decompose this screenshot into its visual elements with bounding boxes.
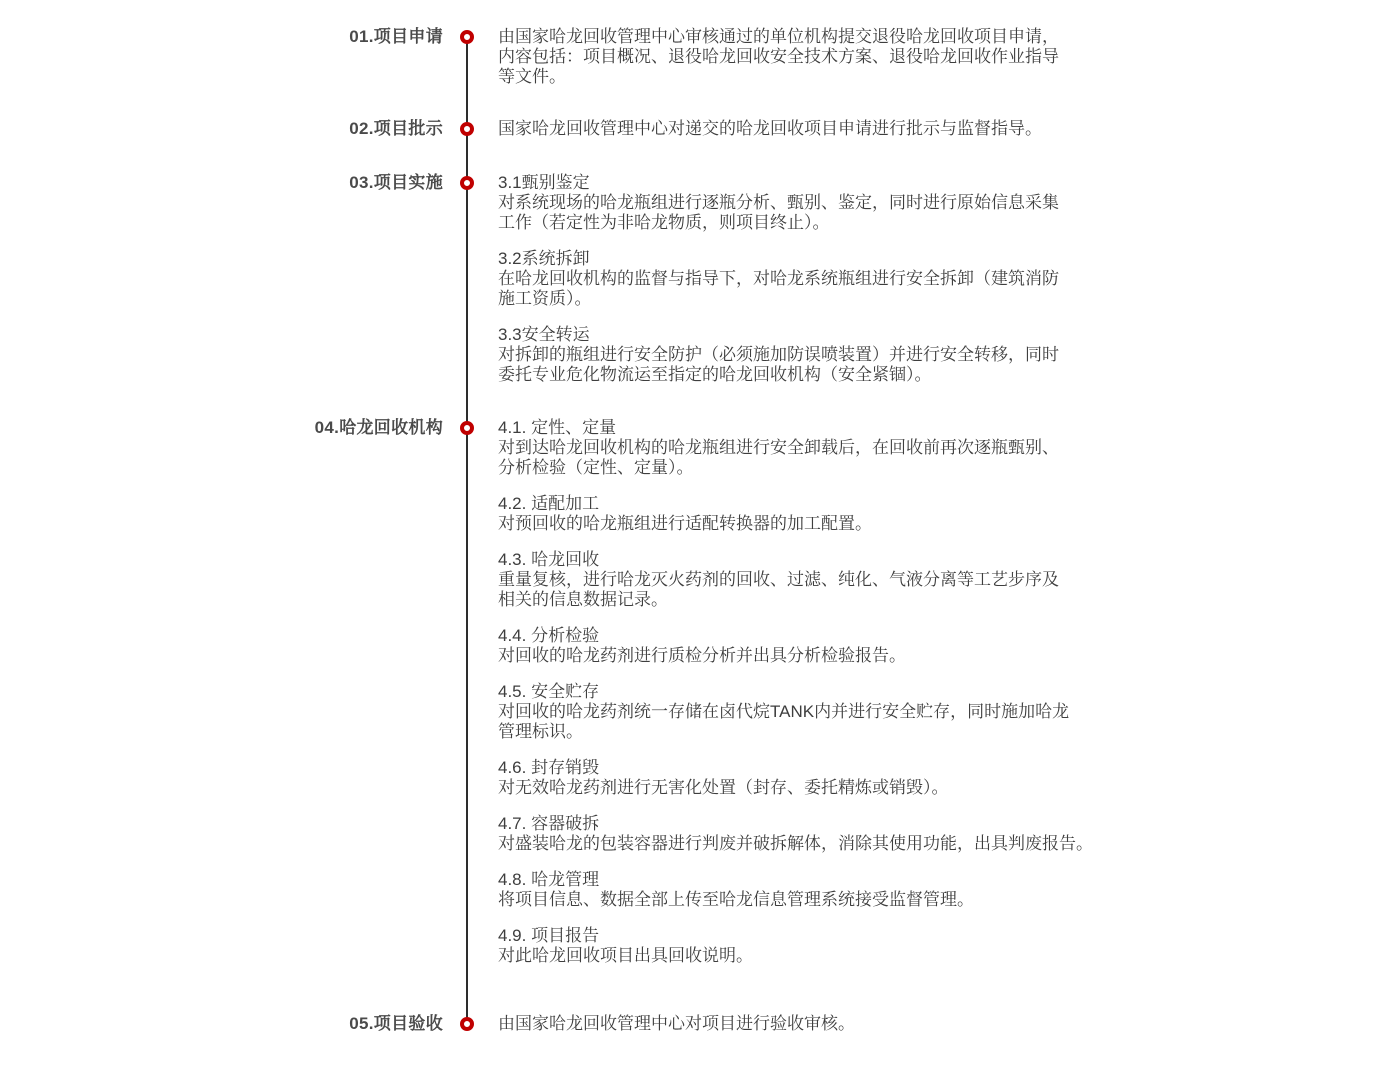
paragraph xyxy=(498,494,1093,534)
paragraph-heading: 3.3安全转运 xyxy=(498,325,590,344)
paragraph xyxy=(498,27,1059,87)
paragraph-heading: 3.1甄别鉴定 xyxy=(498,173,590,192)
text-line: 重量复核，进行哈龙灭火药剂的回收、过滤、纯化、气液分离等工艺步序及 xyxy=(498,570,1059,589)
paragraph xyxy=(498,418,1093,478)
text-line: 由国家哈龙回收管理中心审核通过的单位机构提交退役哈龙回收项目申请， xyxy=(498,27,1059,46)
text-line: 对到达哈龙回收机构的哈龙瓶组进行安全卸载后，在回收前再次逐瓶甄别、 xyxy=(498,438,1059,457)
section-label: 04.哈龙回收机构 xyxy=(314,418,443,437)
paragraph xyxy=(498,550,1093,610)
text-line: 委托专业危化物流运至指定的哈龙回收机构（安全紧锢）。 xyxy=(498,365,932,384)
paragraph xyxy=(498,626,1093,666)
text-line: 等文件。 xyxy=(498,67,566,86)
paragraph-heading: 4.2. 适配加工 xyxy=(498,494,600,513)
text-line: 分析检验（定性、定量）。 xyxy=(498,458,694,477)
section-label: 03.项目实施 xyxy=(349,173,443,192)
paragraph xyxy=(498,814,1093,854)
paragraph xyxy=(498,682,1093,742)
section-content xyxy=(498,27,1059,87)
paragraph-heading: 4.5. 安全贮存 xyxy=(498,682,600,701)
text-line: 管理标识。 xyxy=(498,722,583,741)
text-line: 对盛装哈龙的包装容器进行判废并破拆解体，消除其使用功能，出具判废报告。 xyxy=(498,834,1093,853)
section-content xyxy=(498,1014,855,1034)
text-line: 对回收的哈龙药剂统一存储在卤代烷TANK内并进行安全贮存，同时施加哈龙 xyxy=(498,702,1070,721)
section-content xyxy=(498,173,1059,385)
text-line: 国家哈龙回收管理中心对递交的哈龙回收项目申请进行批示与监督指导。 xyxy=(498,119,1042,138)
section-content xyxy=(498,418,1093,966)
paragraph-heading: 4.1. 定性、定量 xyxy=(498,418,617,437)
paragraph-heading: 3.2系统拆卸 xyxy=(498,249,590,268)
section-label: 05.项目验收 xyxy=(349,1014,443,1033)
section-label: 02.项目批示 xyxy=(349,119,443,138)
text-line: 对回收的哈龙药剂进行质检分析并出具分析检验报告。 xyxy=(498,646,906,665)
text-line: 内容包括：项目概况、退役哈龙回收安全技术方案、退役哈龙回收作业指导 xyxy=(498,47,1059,66)
timeline-node-icon xyxy=(460,1017,474,1031)
paragraph-heading: 4.9. 项目报告 xyxy=(498,926,600,945)
timeline-node-icon xyxy=(460,30,474,44)
text-line: 对无效哈龙药剂进行无害化处置（封存、委托精炼或销毁）。 xyxy=(498,778,949,797)
timeline-node-icon xyxy=(460,122,474,136)
text-line: 对预回收的哈龙瓶组进行适配转换器的加工配置。 xyxy=(498,514,872,533)
text-line: 施工资质）。 xyxy=(498,289,592,308)
paragraph-heading: 4.6. 封存销毁 xyxy=(498,758,600,777)
paragraph xyxy=(498,249,1059,309)
timeline-node-icon xyxy=(460,176,474,190)
paragraph xyxy=(498,173,1059,233)
paragraph xyxy=(498,325,1059,385)
timeline-node-icon xyxy=(460,421,474,435)
text-line: 在哈龙回收机构的监督与指导下，对哈龙系统瓶组进行安全拆卸（建筑消防 xyxy=(498,269,1059,288)
paragraph-heading: 4.7. 容器破拆 xyxy=(498,814,600,833)
paragraph-heading: 4.8. 哈龙管理 xyxy=(498,870,600,889)
paragraph xyxy=(498,926,1093,966)
paragraph xyxy=(498,870,1093,910)
text-line: 工作（若定性为非哈龙物质，则项目终止）。 xyxy=(498,213,830,232)
paragraph-heading: 4.3. 哈龙回收 xyxy=(498,550,600,569)
text-line: 对系统现场的哈龙瓶组进行逐瓶分析、甄别、鉴定，同时进行原始信息采集 xyxy=(498,193,1059,212)
text-line: 相关的信息数据记录。 xyxy=(498,590,668,609)
paragraph xyxy=(498,119,1042,139)
paragraph xyxy=(498,1014,855,1034)
text-line: 由国家哈龙回收管理中心对项目进行验收审核。 xyxy=(498,1014,855,1033)
section-label: 01.项目申请 xyxy=(349,27,443,46)
text-line: 将项目信息、数据全部上传至哈龙信息管理系统接受监督管理。 xyxy=(498,890,974,909)
paragraph-heading: 4.4. 分析检验 xyxy=(498,626,600,645)
text-line: 对此哈龙回收项目出具回收说明。 xyxy=(498,946,753,965)
text-line: 对拆卸的瓶组进行安全防护（必须施加防误喷装置）并进行安全转移，同时 xyxy=(498,345,1059,364)
paragraph xyxy=(498,758,1093,798)
section-content xyxy=(498,119,1042,139)
